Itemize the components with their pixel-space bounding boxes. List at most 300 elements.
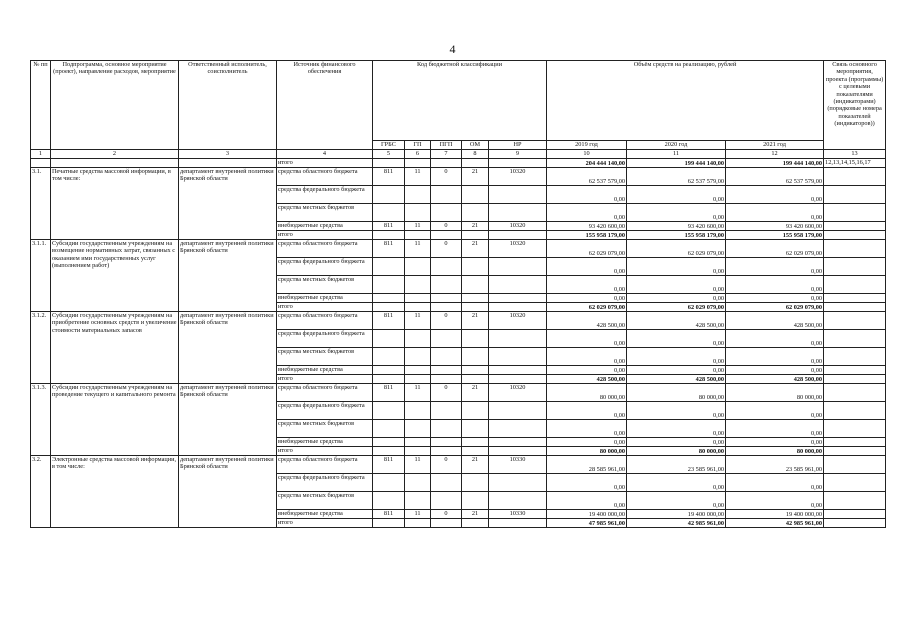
amount-2019: 0,00: [547, 420, 627, 438]
amount-2020: 0,00: [627, 348, 726, 366]
code-om: [462, 402, 489, 420]
block-name: Субсидии государственным учреждениям на возмещение нормативных затрат, связанных с оказанием ими государственных услуг (выполнением работ): [51, 240, 179, 312]
page-number: 4: [449, 42, 456, 56]
amount-2021: 0,00: [726, 204, 824, 222]
amount-2019: 62 029 079,00: [547, 240, 627, 258]
code-om: [462, 492, 489, 510]
code-om: [462, 294, 489, 303]
link-cell: [824, 204, 886, 222]
amount-2019: 47 985 961,00: [547, 519, 627, 528]
link-cell: [824, 420, 886, 438]
source-label: средства местных бюджетов: [277, 276, 373, 294]
amount-2020: 0,00: [627, 276, 726, 294]
amount-2019: 428 500,00: [547, 312, 627, 330]
code-gp: 11: [405, 456, 431, 474]
code-nr: [489, 366, 547, 375]
amount-2020: 0,00: [627, 366, 726, 375]
amount-2020: 0,00: [627, 420, 726, 438]
code-pgp: 0: [431, 510, 462, 519]
amount-2020: 62 029 079,00: [627, 240, 726, 258]
amount-2019: 0,00: [547, 348, 627, 366]
source-label: итого: [277, 303, 373, 312]
code-om: 21: [462, 222, 489, 231]
code-pgp: [431, 258, 462, 276]
amount-2021: 0,00: [726, 492, 824, 510]
index-cell: 2: [51, 150, 179, 159]
source-label: средства местных бюджетов: [277, 348, 373, 366]
code-nr: [489, 231, 547, 240]
header-2021: 2021 год: [726, 141, 824, 150]
header-link: Связь основного мероприятия, проекта (программы) с целевыми показателями (индикаторами) (порядковые номера показателей (индикаторов)): [824, 61, 886, 150]
link-cell: [824, 447, 886, 456]
amount-2021: 23 585 961,00: [726, 456, 824, 474]
top-total-2020: 199 444 140,00: [627, 159, 726, 168]
amount-2019: 93 420 600,00: [547, 222, 627, 231]
amount-2020: 93 420 600,00: [627, 222, 726, 231]
code-gp: 11: [405, 240, 431, 258]
code-pgp: [431, 303, 462, 312]
code-om: 21: [462, 384, 489, 402]
source-label: средства местных бюджетов: [277, 492, 373, 510]
column-index-row: [31, 150, 886, 159]
code-nr: [489, 294, 547, 303]
amount-2020: 19 400 000,00: [627, 510, 726, 519]
source-label: средства областного бюджета: [277, 240, 373, 258]
amount-2020: 80 000,00: [627, 447, 726, 456]
top-total-2019: 204 444 140,00: [547, 159, 627, 168]
code-nr: [489, 276, 547, 294]
amount-2021: 80 000,00: [726, 384, 824, 402]
code-om: [462, 519, 489, 528]
code-om: [462, 447, 489, 456]
amount-2019: 80 000,00: [547, 384, 627, 402]
code-om: [462, 474, 489, 492]
code-gp: [405, 330, 431, 348]
code-nr: [489, 330, 547, 348]
header-om: ОМ: [462, 141, 489, 150]
code-nr: [489, 420, 547, 438]
code-pgp: [431, 375, 462, 384]
code-grbs: [373, 375, 405, 384]
code-om: [462, 420, 489, 438]
source-label: итого: [277, 375, 373, 384]
source-label: итого: [277, 447, 373, 456]
link-cell: [824, 294, 886, 303]
code-nr: [489, 402, 547, 420]
link-cell: [824, 375, 886, 384]
source-label: средства федерального бюджета: [277, 258, 373, 276]
code-grbs: [373, 447, 405, 456]
source-label: средства областного бюджета: [277, 312, 373, 330]
header-nr: НР: [489, 141, 547, 150]
code-grbs: [373, 438, 405, 447]
code-gp: [405, 375, 431, 384]
code-grbs: [373, 492, 405, 510]
code-gp: 11: [405, 312, 431, 330]
link-cell: [824, 168, 886, 186]
code-nr: 10330: [489, 510, 547, 519]
source-label: средства областного бюджета: [277, 456, 373, 474]
header-grbs: ГРБС: [373, 141, 405, 150]
link-cell: [824, 519, 886, 528]
code-om: 21: [462, 510, 489, 519]
code-gp: 11: [405, 222, 431, 231]
header-executor: Ответственный исполнитель, соисполнитель: [179, 61, 277, 150]
block-executor: департамент внутренней политики Брянской области: [179, 456, 277, 528]
header-gp: ГП: [405, 141, 431, 150]
code-om: 21: [462, 456, 489, 474]
source-label: внебюджетные средства: [277, 294, 373, 303]
source-label: средства федерального бюджета: [277, 474, 373, 492]
code-grbs: 811: [373, 222, 405, 231]
code-grbs: 811: [373, 312, 405, 330]
top-total-2021: 199 444 140,00: [726, 159, 824, 168]
code-grbs: [373, 231, 405, 240]
block-executor: департамент внутренней политики Брянской области: [179, 312, 277, 384]
amount-2020: 0,00: [627, 258, 726, 276]
code-om: [462, 276, 489, 294]
amount-2020: 42 985 961,00: [627, 519, 726, 528]
link-cell: [824, 276, 886, 294]
amount-2021: 428 500,00: [726, 312, 824, 330]
index-cell: 12: [726, 150, 824, 159]
link-cell: [824, 258, 886, 276]
amount-2021: 19 400 000,00: [726, 510, 824, 519]
code-pgp: [431, 294, 462, 303]
amount-2019: 0,00: [547, 204, 627, 222]
code-om: [462, 366, 489, 375]
index-cell: 6: [405, 150, 431, 159]
code-gp: [405, 474, 431, 492]
code-grbs: 811: [373, 168, 405, 186]
header-code-group: Код бюджетной классификации: [373, 61, 547, 141]
code-nr: 10320: [489, 312, 547, 330]
amount-2021: 155 958 179,00: [726, 231, 824, 240]
amount-2020: 0,00: [627, 402, 726, 420]
code-pgp: [431, 447, 462, 456]
amount-2019: 0,00: [547, 474, 627, 492]
code-om: 21: [462, 168, 489, 186]
code-pgp: [431, 492, 462, 510]
code-gp: 11: [405, 510, 431, 519]
code-grbs: 811: [373, 456, 405, 474]
top-total-link: 12,13,14,15,16,17: [824, 159, 886, 168]
amount-2020: 0,00: [627, 204, 726, 222]
link-cell: [824, 384, 886, 402]
header-2019: 2019 год: [547, 141, 627, 150]
table-row: [31, 312, 886, 330]
header-row-1: [31, 61, 886, 141]
block-number: 3.2.: [31, 456, 51, 528]
amount-2019: 0,00: [547, 366, 627, 375]
table-row: [31, 456, 886, 474]
block-executor: департамент внутренней политики Брянской области: [179, 240, 277, 312]
code-pgp: 0: [431, 456, 462, 474]
code-pgp: [431, 402, 462, 420]
source-label: средства местных бюджетов: [277, 420, 373, 438]
amount-2020: 0,00: [627, 492, 726, 510]
amount-2020: 155 958 179,00: [627, 231, 726, 240]
code-gp: 11: [405, 384, 431, 402]
amount-2021: 0,00: [726, 330, 824, 348]
code-om: 21: [462, 312, 489, 330]
code-nr: [489, 519, 547, 528]
header-program: Подпрограмма, основное мероприятие (проект), направление расходов, мероприятие: [51, 61, 179, 150]
amount-2021: 0,00: [726, 474, 824, 492]
amount-2020: 0,00: [627, 438, 726, 447]
code-gp: [405, 303, 431, 312]
amount-2021: 0,00: [726, 402, 824, 420]
code-nr: 10320: [489, 240, 547, 258]
amount-2019: 428 500,00: [547, 375, 627, 384]
code-grbs: [373, 330, 405, 348]
amount-2020: 428 500,00: [627, 312, 726, 330]
block-number: 3.1.1.: [31, 240, 51, 312]
amount-2019: 0,00: [547, 438, 627, 447]
code-om: [462, 258, 489, 276]
source-label: итого: [277, 231, 373, 240]
amount-2019: 0,00: [547, 492, 627, 510]
code-pgp: [431, 330, 462, 348]
amount-2019: 62 029 079,00: [547, 303, 627, 312]
link-cell: [824, 303, 886, 312]
code-grbs: [373, 402, 405, 420]
amount-2019: 0,00: [547, 294, 627, 303]
code-grbs: 811: [373, 240, 405, 258]
block-number: 3.1.2.: [31, 312, 51, 384]
amount-2020: 0,00: [627, 474, 726, 492]
code-nr: [489, 492, 547, 510]
link-cell: [824, 456, 886, 474]
code-pgp: [431, 231, 462, 240]
source-label: внебюджетные средства: [277, 438, 373, 447]
code-gp: [405, 276, 431, 294]
table-row: [31, 384, 886, 402]
block-name: Печатные средства массовой информации, в том числе:: [51, 168, 179, 240]
amount-2021: 0,00: [726, 420, 824, 438]
header-2020: 2020 год: [627, 141, 726, 150]
header-num: № пп: [31, 61, 51, 150]
code-om: [462, 438, 489, 447]
code-om: [462, 186, 489, 204]
code-nr: 10320: [489, 168, 547, 186]
table-row: [31, 240, 886, 258]
code-gp: [405, 186, 431, 204]
code-nr: 10330: [489, 456, 547, 474]
source-label: внебюджетные средства: [277, 366, 373, 375]
amount-2020: 62 537 579,00: [627, 168, 726, 186]
code-gp: [405, 366, 431, 375]
link-cell: [824, 438, 886, 447]
code-nr: [489, 375, 547, 384]
code-pgp: [431, 474, 462, 492]
index-cell: 8: [462, 150, 489, 159]
amount-2020: 428 500,00: [627, 375, 726, 384]
code-om: [462, 375, 489, 384]
amount-2021: 0,00: [726, 258, 824, 276]
amount-2021: 428 500,00: [726, 375, 824, 384]
block-executor: департамент внутренней политики Брянской области: [179, 168, 277, 240]
amount-2019: 62 537 579,00: [547, 168, 627, 186]
amount-2021: 80 000,00: [726, 447, 824, 456]
amount-2021: 62 029 079,00: [726, 303, 824, 312]
link-cell: [824, 240, 886, 258]
code-grbs: [373, 366, 405, 375]
code-gp: [405, 204, 431, 222]
code-pgp: [431, 204, 462, 222]
code-nr: [489, 447, 547, 456]
code-gp: 11: [405, 168, 431, 186]
amount-2021: 0,00: [726, 294, 824, 303]
top-total-row: [31, 159, 886, 168]
amount-2019: 0,00: [547, 186, 627, 204]
amount-2021: 0,00: [726, 276, 824, 294]
amount-2021: 0,00: [726, 366, 824, 375]
link-cell: [824, 474, 886, 492]
amount-2020: 80 000,00: [627, 384, 726, 402]
code-grbs: 811: [373, 384, 405, 402]
code-nr: [489, 303, 547, 312]
index-cell: 13: [824, 150, 886, 159]
code-gp: [405, 420, 431, 438]
index-cell: 11: [627, 150, 726, 159]
code-pgp: 0: [431, 240, 462, 258]
code-pgp: [431, 186, 462, 204]
link-cell: [824, 312, 886, 330]
amount-2021: 62 537 579,00: [726, 168, 824, 186]
index-cell: 10: [547, 150, 627, 159]
code-grbs: [373, 474, 405, 492]
code-grbs: [373, 348, 405, 366]
header-pgp: ПГП: [431, 141, 462, 150]
source-label: средства федерального бюджета: [277, 330, 373, 348]
link-cell: [824, 222, 886, 231]
code-nr: 10320: [489, 384, 547, 402]
top-total-label: итого: [277, 159, 373, 168]
block-name: Субсидии государственным учреждениям на приобретение основных средств и увеличение стоимости материальных запасов: [51, 312, 179, 384]
code-pgp: [431, 438, 462, 447]
source-label: внебюджетные средства: [277, 222, 373, 231]
source-label: средства местных бюджетов: [277, 204, 373, 222]
source-label: средства областного бюджета: [277, 168, 373, 186]
link-cell: [824, 231, 886, 240]
link-cell: [824, 510, 886, 519]
code-grbs: [373, 204, 405, 222]
block-executor: департамент внутренней политики Брянской области: [179, 384, 277, 456]
code-pgp: [431, 348, 462, 366]
amount-2021: 93 420 600,00: [726, 222, 824, 231]
amount-2019: 19 400 000,00: [547, 510, 627, 519]
amount-2020: 23 585 961,00: [627, 456, 726, 474]
index-cell: 5: [373, 150, 405, 159]
amount-2020: 62 029 079,00: [627, 303, 726, 312]
block-name: Субсидии государственным учреждениям на проведение текущего и капитального ремонта: [51, 384, 179, 456]
code-pgp: 0: [431, 168, 462, 186]
code-nr: [489, 204, 547, 222]
amount-2019: 0,00: [547, 276, 627, 294]
source-label: средства федерального бюджета: [277, 186, 373, 204]
code-nr: [489, 474, 547, 492]
block-number: 3.1.: [31, 168, 51, 240]
link-cell: [824, 330, 886, 348]
link-cell: [824, 402, 886, 420]
amount-2020: 0,00: [627, 186, 726, 204]
code-pgp: [431, 276, 462, 294]
code-gp: [405, 294, 431, 303]
code-om: 21: [462, 240, 489, 258]
code-grbs: [373, 420, 405, 438]
code-nr: [489, 348, 547, 366]
link-cell: [824, 492, 886, 510]
block-number: 3.1.3.: [31, 384, 51, 456]
header-volume-group: Объём средств на реализацию, рублей: [547, 61, 824, 141]
amount-2021: 42 985 961,00: [726, 519, 824, 528]
budget-table: [30, 60, 886, 528]
source-label: средства областного бюджета: [277, 384, 373, 402]
amount-2019: 80 000,00: [547, 447, 627, 456]
code-gp: [405, 438, 431, 447]
code-nr: 10320: [489, 222, 547, 231]
amount-2019: 28 585 961,00: [547, 456, 627, 474]
code-gp: [405, 348, 431, 366]
code-om: [462, 330, 489, 348]
code-gp: [405, 258, 431, 276]
index-cell: 4: [277, 150, 373, 159]
source-label: итого: [277, 519, 373, 528]
index-cell: 9: [489, 150, 547, 159]
code-om: [462, 303, 489, 312]
amount-2019: 155 958 179,00: [547, 231, 627, 240]
amount-2019: 0,00: [547, 330, 627, 348]
amount-2021: 62 029 079,00: [726, 240, 824, 258]
block-name: Электронные средства массовой информации, в том числе:: [51, 456, 179, 528]
code-nr: [489, 186, 547, 204]
amount-2021: 0,00: [726, 438, 824, 447]
code-grbs: [373, 303, 405, 312]
amount-2020: 0,00: [627, 294, 726, 303]
code-pgp: [431, 519, 462, 528]
source-label: внебюджетные средства: [277, 510, 373, 519]
index-cell: 7: [431, 150, 462, 159]
code-gp: [405, 231, 431, 240]
table-row: [31, 168, 886, 186]
code-grbs: [373, 186, 405, 204]
code-nr: [489, 258, 547, 276]
code-gp: [405, 402, 431, 420]
code-grbs: [373, 519, 405, 528]
code-grbs: [373, 276, 405, 294]
amount-2021: 0,00: [726, 186, 824, 204]
code-pgp: [431, 366, 462, 375]
code-grbs: [373, 294, 405, 303]
code-pgp: 0: [431, 222, 462, 231]
source-label: средства федерального бюджета: [277, 402, 373, 420]
code-grbs: 811: [373, 510, 405, 519]
amount-2020: 0,00: [627, 330, 726, 348]
code-pgp: [431, 420, 462, 438]
link-cell: [824, 366, 886, 375]
link-cell: [824, 348, 886, 366]
code-gp: [405, 447, 431, 456]
code-pgp: 0: [431, 384, 462, 402]
amount-2021: 0,00: [726, 348, 824, 366]
code-grbs: [373, 258, 405, 276]
amount-2019: 0,00: [547, 258, 627, 276]
index-cell: 3: [179, 150, 277, 159]
amount-2019: 0,00: [547, 402, 627, 420]
header-source: Источник финансового обеспечения: [277, 61, 373, 150]
code-gp: [405, 519, 431, 528]
